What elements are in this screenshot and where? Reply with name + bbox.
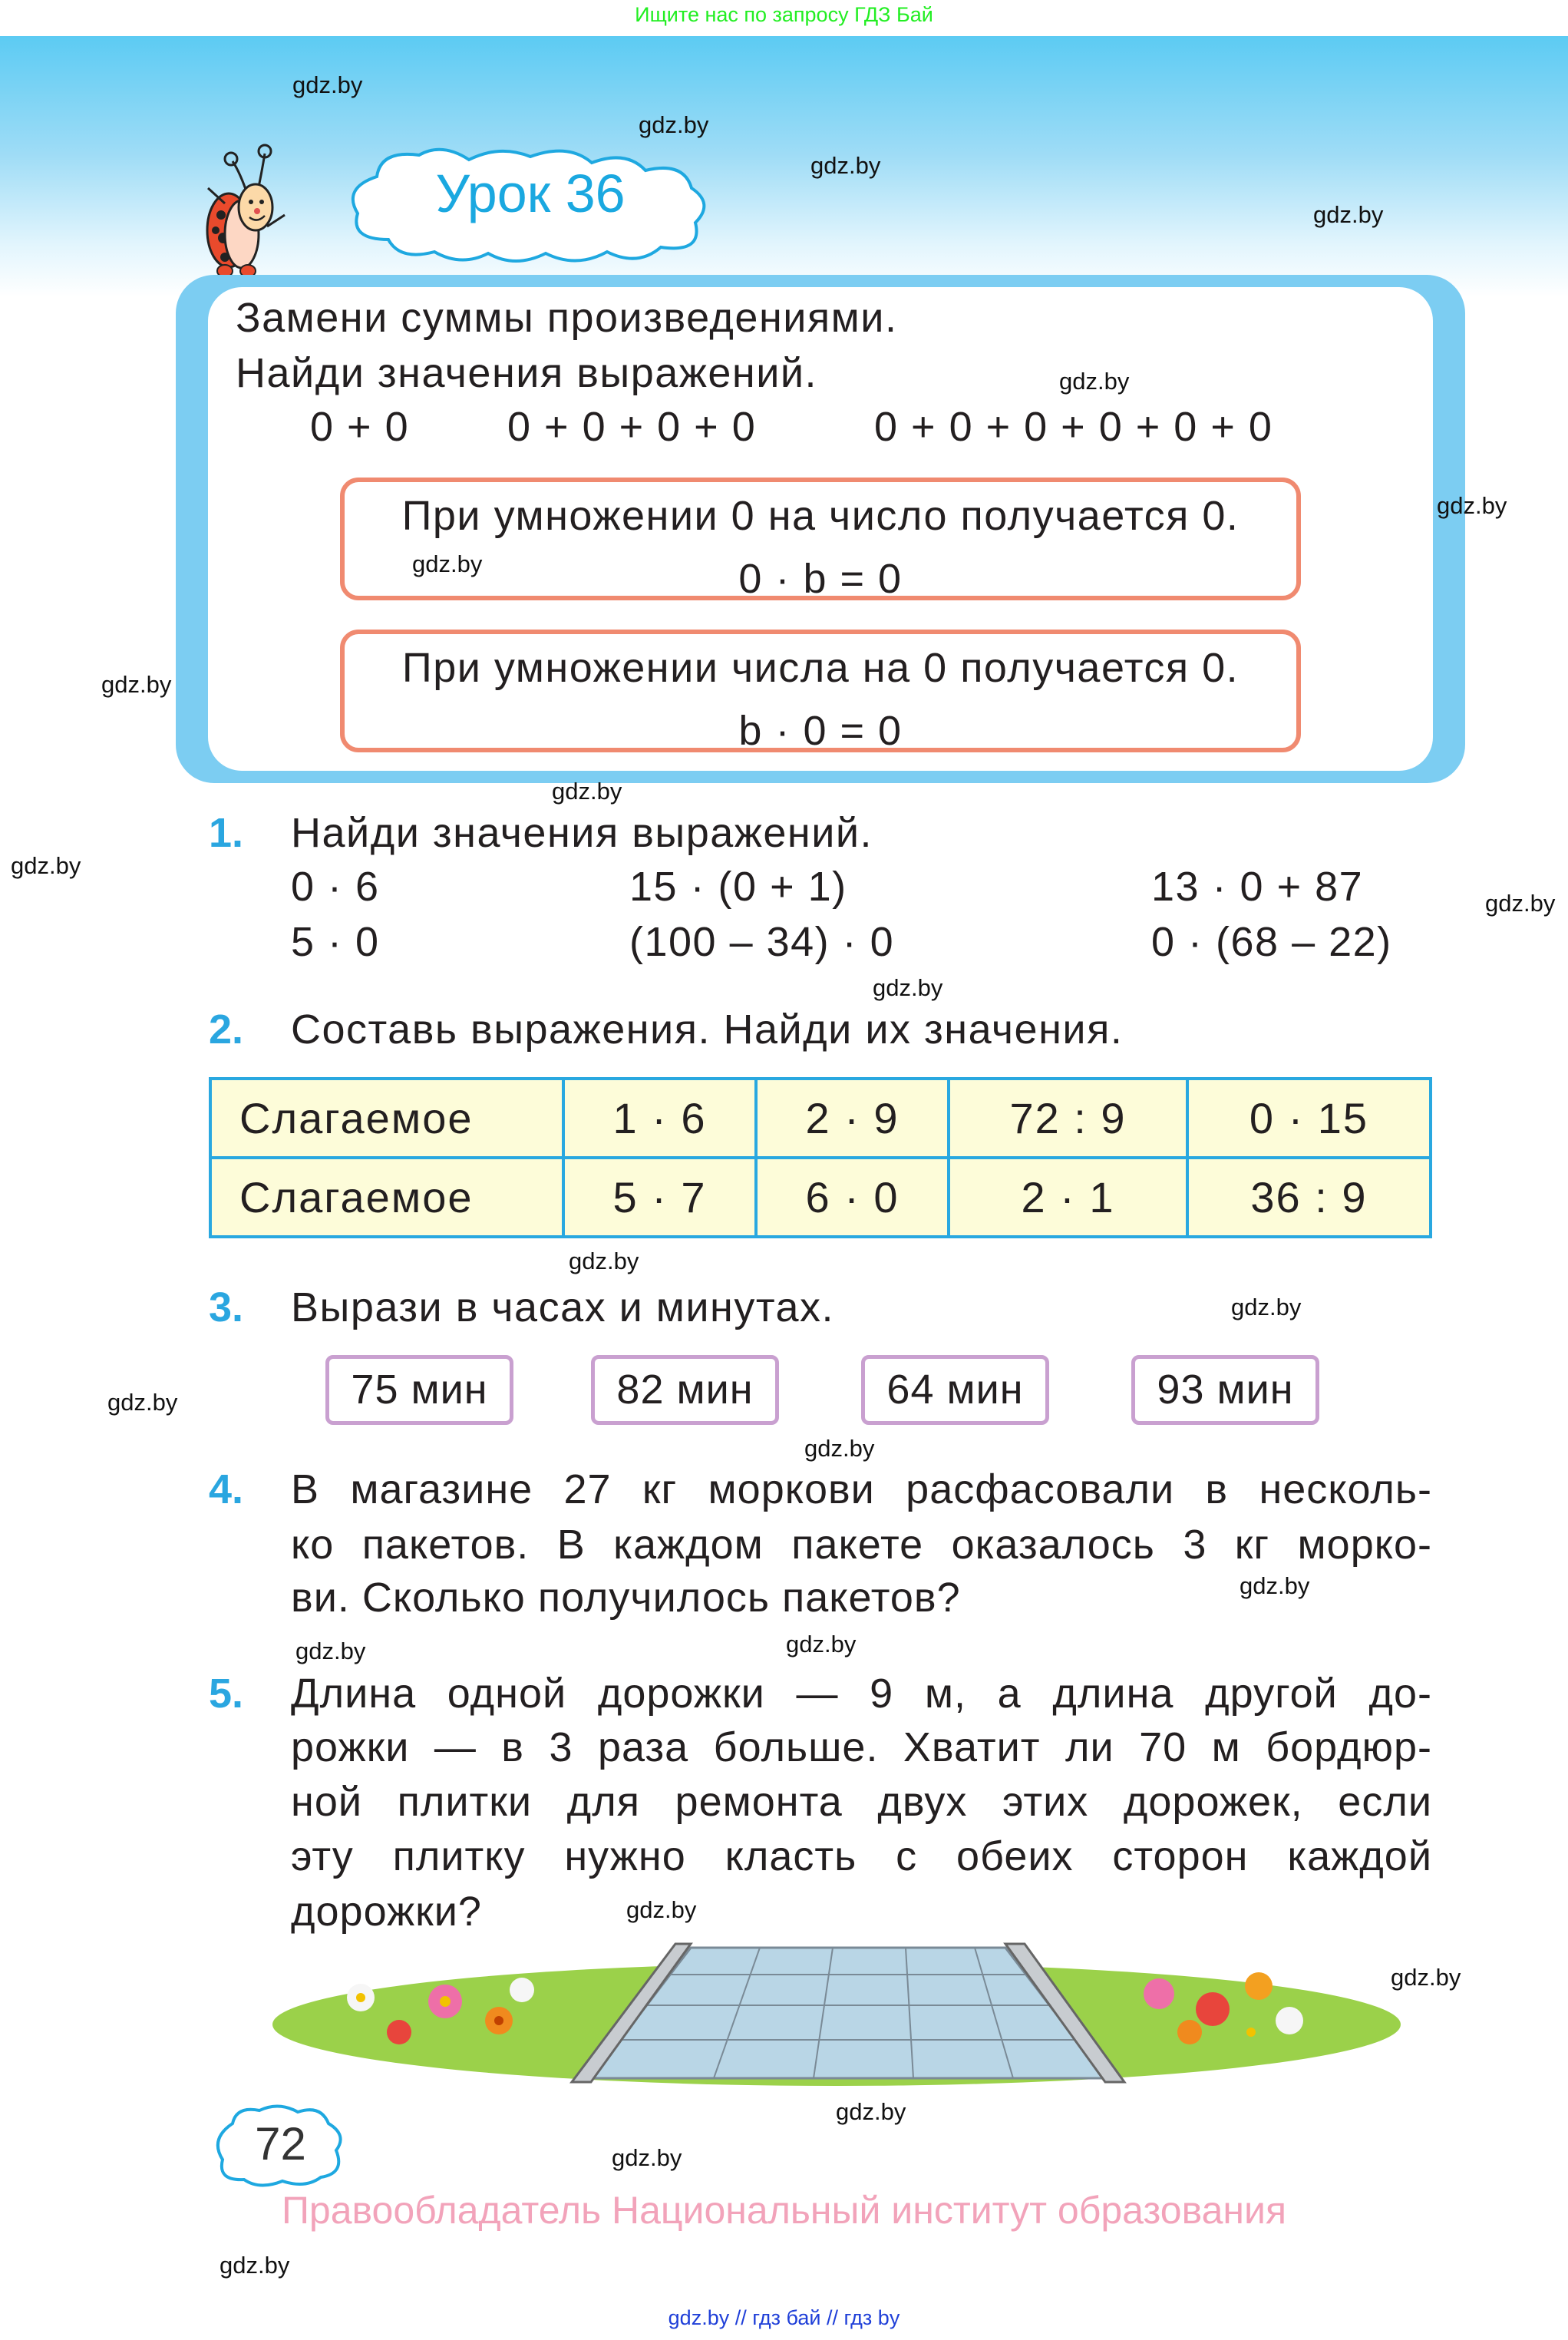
watermark: gdz.by [1231,1294,1302,1320]
watermark: gdz.by [1485,890,1556,917]
watermark: gdz.by [612,2144,682,2171]
ladybug-mascot-icon [194,142,302,280]
row-label: Слагаемое [210,1158,563,1237]
table-cell: 0 · 15 [1187,1079,1431,1158]
task-5-line: Длина одной дорожки — 9 м, а длина другой до- [291,1671,1432,1717]
watermark: gdz.by [873,974,943,1001]
task-1-expression: (100 – 34) · 0 [629,919,895,965]
footer-link[interactable]: гдз бай [752,2306,821,2329]
task-1-expression: 0 · 6 [291,864,380,910]
lesson-title: Урок 36 [435,164,626,223]
rule-box-number-times-zero [340,630,1301,752]
watermark: gdz.by [569,1248,639,1274]
table-cell: 6 · 0 [756,1158,949,1237]
watermark: gdz.by [1437,492,1507,519]
watermark: gdz.by [1391,1964,1461,1991]
watermark: gdz.by [295,1638,366,1664]
task-4-line: В магазине 27 кг моркови расфасовали в несколь- [291,1466,1432,1512]
table-cell: 2 · 1 [949,1158,1187,1237]
watermark: gdz.by [786,1631,857,1658]
watermark: gdz.by [292,71,363,98]
table-cell: 1 · 6 [563,1079,756,1158]
footer-links [0,2306,1568,2330]
watermark: gdz.by [107,1389,178,1416]
watermark: gdz.by [810,152,881,179]
task-1-expression: 15 · (0 + 1) [629,864,847,910]
addends-table [209,1077,1432,1238]
rule-instruction-2: Найди значения выражений. [236,350,818,396]
watermark: gdz.by [1313,201,1384,228]
table-row [210,1158,1431,1237]
task-1-expression: 5 · 0 [291,919,380,965]
rule-instruction-1: Замени суммы произведениями. [236,295,898,341]
watermark: gdz.by [220,2252,290,2279]
rule-expression: 0 + 0 + 0 + 0 [507,404,757,450]
rule-expression: 0 + 0 [310,404,410,450]
minutes-box: 93 мин [1131,1355,1319,1425]
watermark: gdz.by [552,778,622,805]
task-2-number: 2. [209,1006,244,1053]
watermark: gdz.by [412,550,483,577]
rule-text: При умножении 0 на число получается 0. [401,493,1240,539]
table-cell: 36 : 9 [1187,1158,1431,1237]
rule-formula: b · 0 = 0 [738,708,903,754]
rule-formula: 0 · b = 0 [738,556,903,602]
minutes-box: 64 мин [861,1355,1049,1425]
task-1-number: 1. [209,810,244,856]
table-cell: 5 · 7 [563,1158,756,1237]
task-3-text: Вырази в часах и минутах. [291,1284,835,1330]
task-2-text: Составь выражения. Найди их значения. [291,1006,1124,1053]
watermark: gdz.by [804,1435,875,1462]
top-banner: Ищите нас по запросу ГДЗ Бай [635,3,933,26]
task-4-line: ви. Сколько получилось пакетов? [291,1575,961,1621]
rule-box-zero-times-number [340,478,1301,600]
task-5-line: эту плитку нужно класть с обеих сторон каждой [291,1833,1432,1879]
watermark: gdz.by [1059,368,1130,395]
watermark: gdz.by [11,852,81,879]
rule-text: При умножении числа на 0 получается 0. [401,645,1240,691]
task-4-line: ко пакетов. В каждом пакете оказалось 3 кг морко- [291,1522,1432,1568]
page-number: 72 [255,2118,306,2170]
watermark: gdz.by [836,2098,906,2125]
minutes-box: 82 мин [591,1355,779,1425]
copyright-notice: Правообладатель Национальный институт образования [281,2189,1287,2232]
task-5-line: рожки — в 3 раза больше. Хватит ли 70 м бордюр- [291,1724,1432,1770]
table-row [210,1079,1431,1158]
watermark: gdz.by [626,1896,697,1923]
task-1-text: Найди значения выражений. [291,810,873,856]
task-1-expression: 13 · 0 + 87 [1151,864,1364,910]
footer-link[interactable]: гдз by [843,2306,900,2329]
task-5-number: 5. [209,1671,244,1717]
task-3-number: 3. [209,1284,244,1330]
rule-expression: 0 + 0 + 0 + 0 + 0 + 0 [874,404,1273,450]
footer-link[interactable]: gdz.by [668,2306,730,2329]
footer-separator: // [734,2306,747,2329]
task-1-expression: 0 · (68 – 22) [1151,919,1392,965]
task-4-number: 4. [209,1466,244,1512]
table-cell: 2 · 9 [756,1079,949,1158]
footer-separator: // [827,2306,839,2329]
task-5-line: дорожки? [291,1889,482,1935]
watermark: gdz.by [1240,1572,1310,1599]
row-label: Слагаемое [210,1079,563,1158]
task-5-line: ной плитки для ремонта двух этих дорожек, если [291,1779,1432,1825]
watermark: gdz.by [639,111,709,138]
garden-path-illustration-icon [269,1932,1405,2094]
watermark: gdz.by [101,671,172,698]
table-cell: 72 : 9 [949,1079,1187,1158]
minutes-box: 75 мин [325,1355,513,1425]
